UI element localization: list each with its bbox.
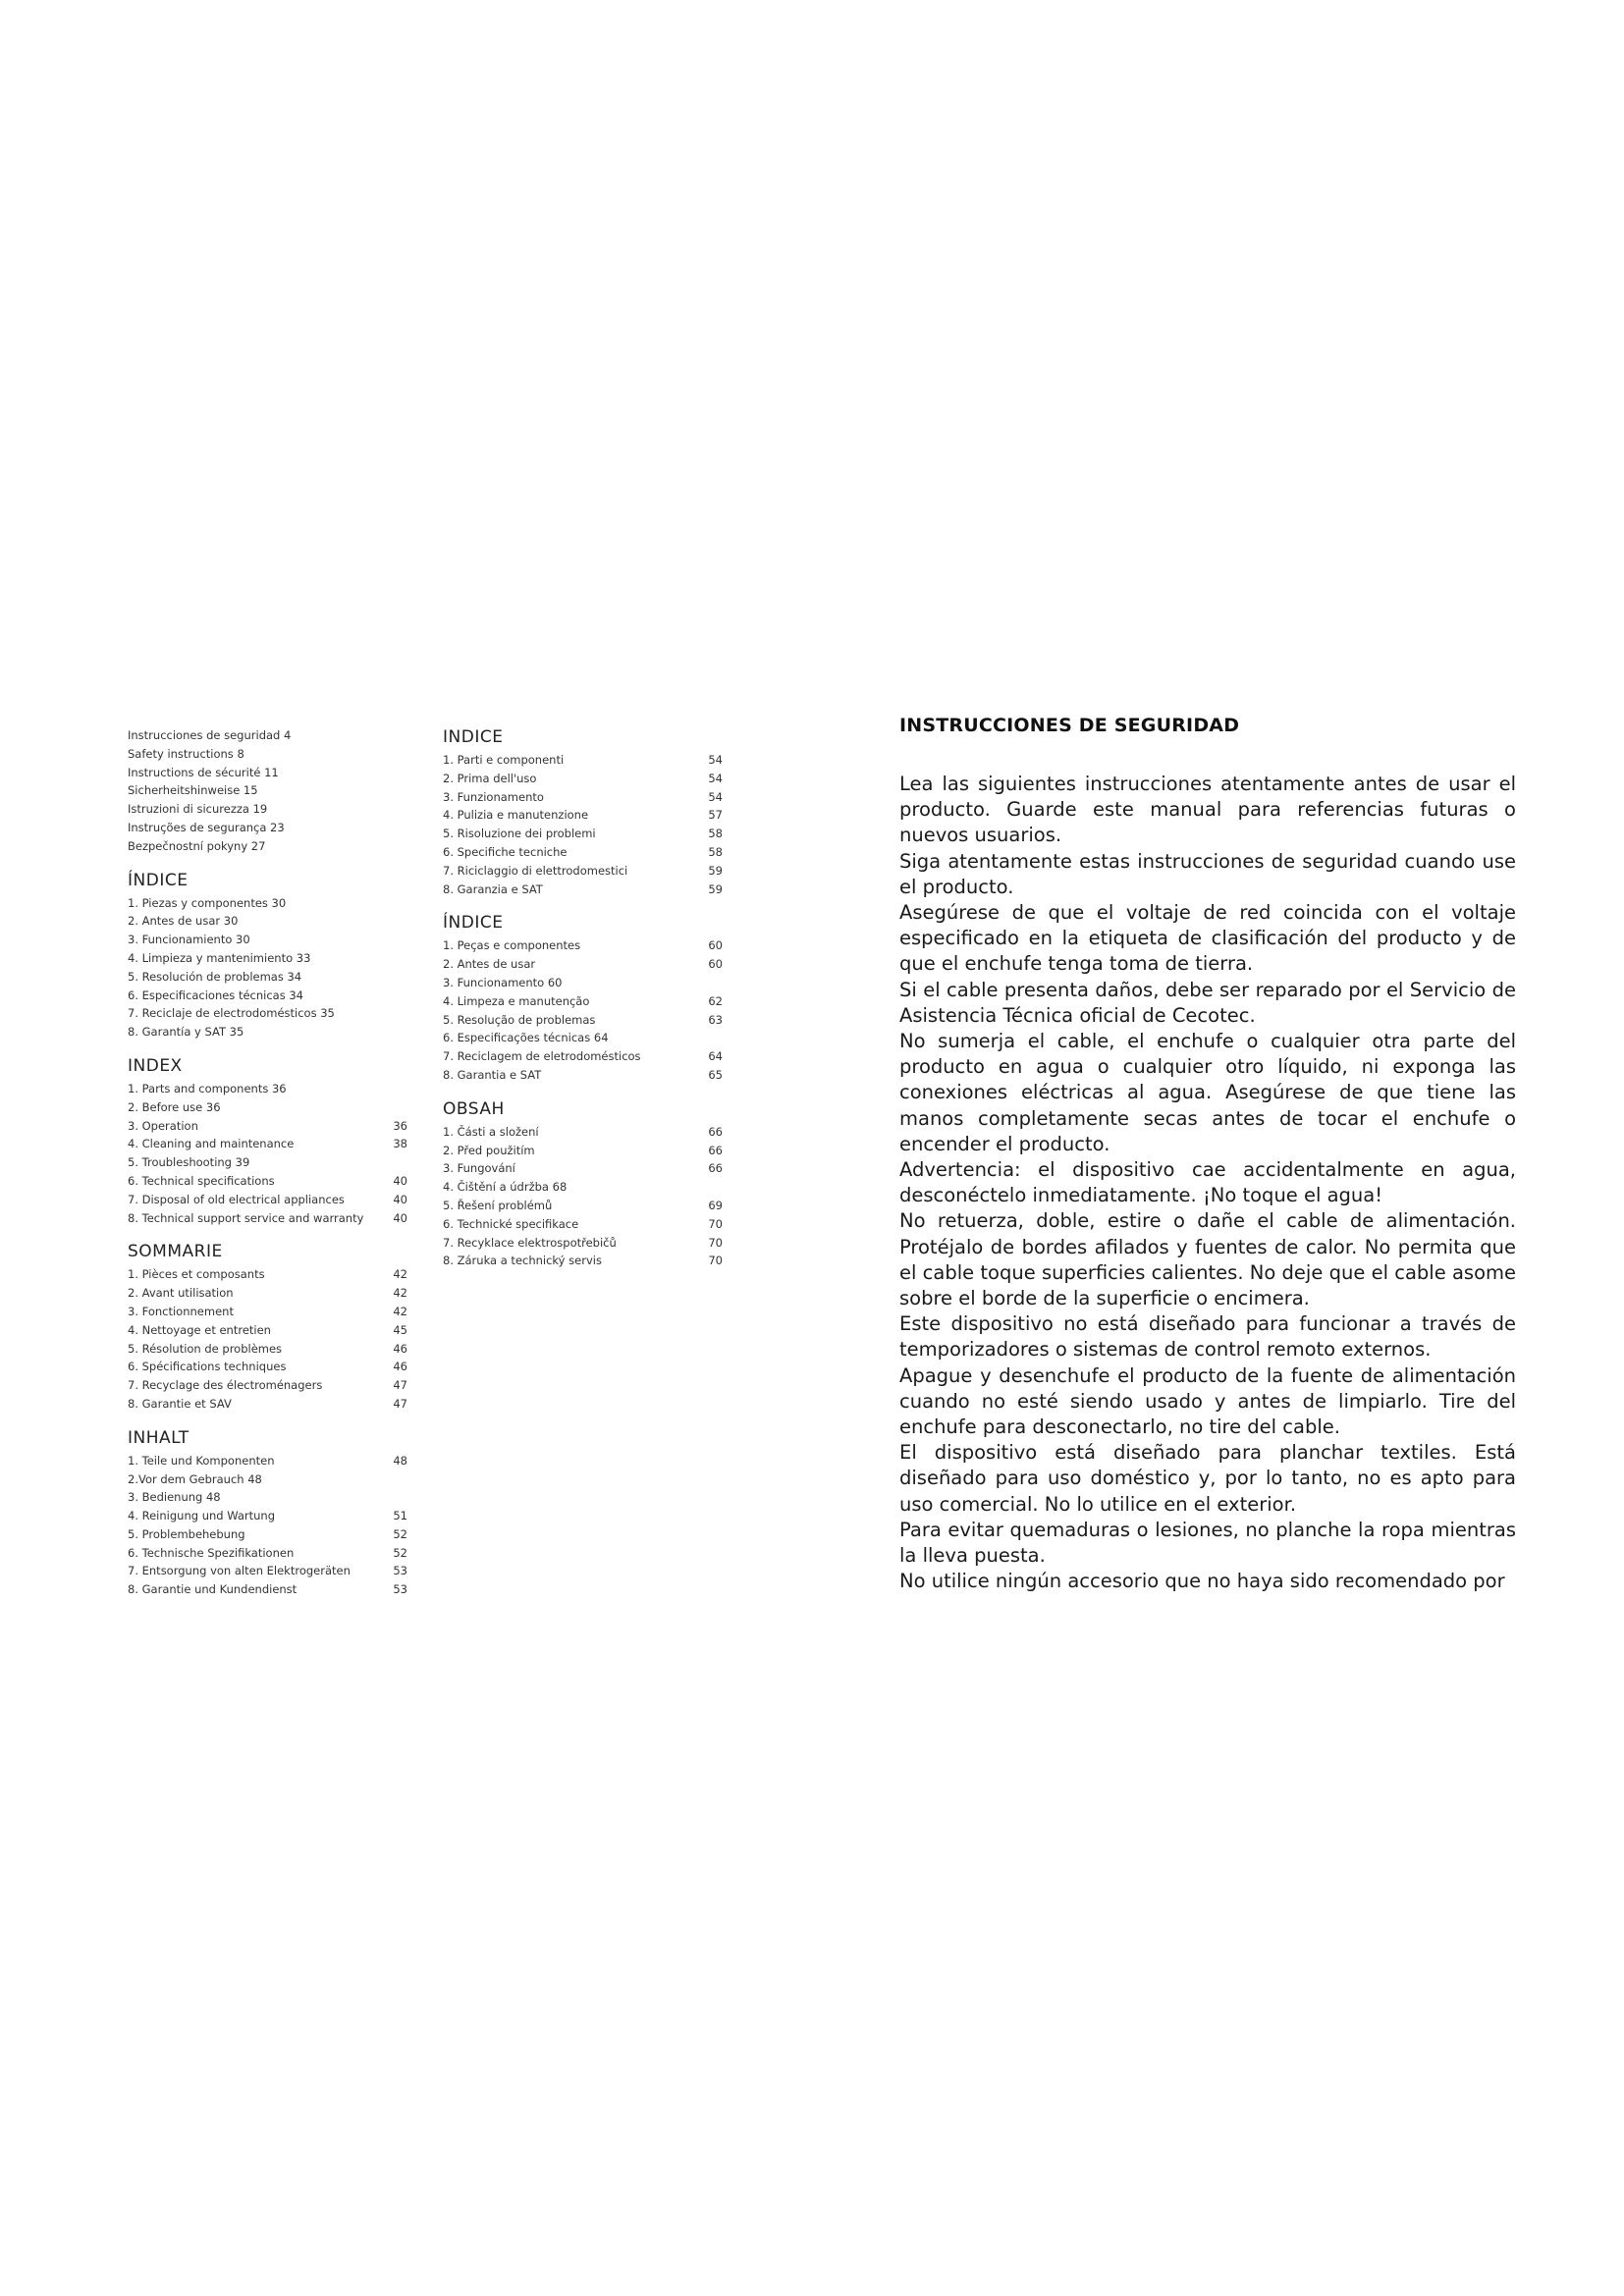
toc-entry-text: 3. Funzionamento	[443, 789, 544, 804]
toc-entry	[443, 1159, 723, 1178]
toc-entry-page: 58	[708, 844, 723, 859]
toc-entry	[128, 1117, 407, 1136]
safety-paragraph: Asegúrese de que el voltaje de red coincida con el voltaje especificado en la etiqueta de clasificación del producto y de que el enchufe tenga toma de tierra.	[899, 901, 1516, 976]
toc-entry-text: 5. Řešení problémů	[443, 1198, 553, 1212]
toc-entry	[443, 992, 723, 1011]
toc-entry	[128, 1172, 407, 1191]
toc-entry	[128, 764, 407, 782]
toc-entry-text: 4. Pulizia e manutenzione	[443, 808, 589, 823]
toc-entry-page: 63	[708, 1012, 723, 1027]
toc-entry-text: 8. Technical support service and warranty	[128, 1210, 364, 1225]
toc-entry-text: Instructions de sécurité 11	[128, 765, 279, 779]
toc-entry-text: Instrucciones de seguridad 4	[128, 728, 292, 742]
toc-entry-text: 5. Resolución de problemas 34	[128, 969, 302, 984]
toc-entry	[443, 1215, 723, 1234]
toc-entry	[443, 843, 723, 862]
toc-entry-page: 60	[708, 938, 723, 953]
toc-entry-text: 8. Garantia e SAT	[443, 1067, 542, 1082]
toc-entry-page: 47	[393, 1396, 407, 1411]
toc-entry	[128, 1488, 407, 1507]
toc-entry-page: 46	[393, 1360, 407, 1374]
toc-entry-text: 6. Technické specifikace	[443, 1216, 579, 1231]
toc-entry-text: 3. Operation	[128, 1118, 198, 1133]
toc-entry	[443, 751, 723, 770]
toc-entry-text: 4. Nettoyage et entretien	[128, 1322, 271, 1337]
toc-entry-page: 53	[393, 1582, 407, 1597]
toc-entry	[128, 837, 407, 856]
toc-entry	[443, 1066, 723, 1085]
toc-entry-page: 60	[708, 957, 723, 972]
toc-entry	[128, 894, 407, 913]
toc-entry-text: 4. Čištění a údržba 68	[443, 1180, 568, 1195]
toc-entry	[443, 974, 723, 992]
toc-entry-text: 1. Parts and components 36	[128, 1081, 287, 1095]
safety-paragraphs	[899, 772, 1516, 1595]
toc-entry-page: 48	[393, 1453, 407, 1468]
toc-entry	[443, 1123, 723, 1142]
toc-entry	[128, 1098, 407, 1117]
toc-entry-page: 51	[393, 1509, 407, 1523]
toc-entry	[443, 770, 723, 788]
toc-entry-page: 42	[393, 1304, 407, 1318]
toc-entry-page: 42	[393, 1267, 407, 1282]
toc-entry-text: 7. Recyclage des électroménagers	[128, 1378, 323, 1393]
toc-entry-page: 62	[708, 993, 723, 1008]
toc-column-right	[443, 726, 723, 1270]
toc-entry	[128, 819, 407, 837]
toc-heading: INHALT	[128, 1427, 189, 1448]
toc-entry	[128, 1562, 407, 1580]
toc-entry-text: 3. Funcionamento 60	[443, 975, 563, 989]
toc-entry-page: 59	[708, 863, 723, 878]
toc-entry-text: 8. Záruka a technický servis	[443, 1254, 602, 1268]
toc-entry-page: 66	[708, 1124, 723, 1139]
toc-entry-text: 6. Technical specifications	[128, 1173, 275, 1188]
toc-entry-text: Istruzioni di sicurezza 19	[128, 802, 268, 817]
toc-heading: SOMMARIE	[128, 1242, 223, 1262]
toc-entry	[443, 1234, 723, 1253]
toc-heading: ÍNDICE	[443, 913, 504, 934]
toc-entry	[128, 1470, 407, 1489]
toc-heading: OBSAH	[443, 1098, 505, 1119]
toc-heading: INDICE	[443, 727, 504, 747]
toc-entry-text: 1. Teile und Komponenten	[128, 1453, 275, 1468]
toc-entry	[128, 1303, 407, 1321]
toc-entry-page: 58	[708, 827, 723, 841]
safety-paragraph: Apague y desenchufe el producto de la fuente de alimentación cuando no esté siendo usado y antes de limpiarlo. Tire del enchufe para desconectarlo, no tire del cable.	[899, 1363, 1516, 1439]
toc-entry-text: 7. Recyklace elektrospotřebičů	[443, 1235, 617, 1250]
safety-paragraph: Advertencia: el dispositivo cae accidentalmente en agua, desconéctelo inmediatamente. ¡No toque el agua!	[899, 1158, 1516, 1207]
toc-entry-text: 5. Problembehebung	[128, 1526, 245, 1541]
toc-entry-text: 8. Garantie und Kundendienst	[128, 1582, 298, 1597]
toc-heading: INDEX	[128, 1055, 183, 1076]
toc-entry-text: 3. Fungování	[443, 1161, 515, 1176]
toc-entry-text: 6. Especificações técnicas 64	[443, 1031, 609, 1045]
toc-entry-text: 1. Peças e componentes	[443, 938, 581, 953]
toc-entry-page: 69	[708, 1198, 723, 1212]
toc-entry-page: 70	[708, 1216, 723, 1231]
toc-entry-text: 2. Avant utilisation	[128, 1286, 234, 1301]
toc-entry	[128, 1507, 407, 1525]
toc-entry-page: 66	[708, 1143, 723, 1157]
toc-entry-text: 6. Specifiche tecniche	[443, 844, 568, 859]
toc-entry-text: 2. Před použitím	[443, 1143, 535, 1157]
toc-entry-text: 8. Garanzia e SAT	[443, 881, 543, 896]
safety-paragraph: No retuerza, doble, estire o dañe el cable de alimentación. Protéjalo de bordes afilados y fuentes de calor. No permita que el cable toque superficies calientes. No deje que el cable asome sobre el borde de la superficie o encimera.	[899, 1209, 1516, 1310]
toc-entry	[443, 1047, 723, 1066]
toc-entry-text: 6. Especificaciones técnicas 34	[128, 988, 303, 1002]
toc-entry-text: 1. Parti e componenti	[443, 753, 565, 767]
toc-entry-text: 4. Limpeza e manutenção	[443, 993, 590, 1008]
safety-title: INSTRUCCIONES DE SEGURIDAD	[899, 715, 1240, 736]
toc-entry-page: 52	[393, 1526, 407, 1541]
safety-paragraph: Siga atentamente estas instrucciones de seguridad cuando use el producto.	[899, 849, 1516, 898]
safety-paragraph: Este dispositivo no está diseñado para funcionar a través de temporizadores o sistemas de control remoto externos.	[899, 1312, 1516, 1362]
toc-entry	[128, 987, 407, 1005]
toc-entry	[128, 1525, 407, 1544]
toc-entry-text: Safety instructions 8	[128, 746, 244, 761]
toc-entry	[443, 825, 723, 843]
toc-entry	[128, 1376, 407, 1395]
safety-section	[899, 715, 1516, 1595]
toc-entry-page: 40	[393, 1210, 407, 1225]
toc-entry	[443, 936, 723, 955]
toc-entry-text: 2. Antes de usar	[443, 957, 536, 972]
toc-entry-page: 57	[708, 808, 723, 823]
toc-entry	[128, 1080, 407, 1098]
toc-entry-page: 36	[393, 1118, 407, 1133]
toc-entry-text: 7. Disposal of old electrical appliances	[128, 1192, 345, 1206]
toc-entry-text: 1. Části a složení	[443, 1124, 539, 1139]
toc-entry-text: 6. Technische Spezifikationen	[128, 1545, 295, 1560]
toc-entry	[128, 1395, 407, 1414]
toc-entry-text: 5. Résolution de problèmes	[128, 1341, 283, 1356]
toc-entry	[128, 912, 407, 931]
toc-entry-page: 40	[393, 1173, 407, 1188]
toc-entry-page: 40	[393, 1192, 407, 1206]
toc-entry-text: 2. Antes de usar 30	[128, 914, 239, 929]
toc-entry	[128, 1153, 407, 1172]
toc-entry-text: 4. Cleaning and maintenance	[128, 1137, 295, 1151]
toc-entry-text: 3. Funcionamiento 30	[128, 933, 250, 947]
toc-entry	[128, 949, 407, 968]
toc-entry-text: 7. Entsorgung von alten Elektrogeräten	[128, 1564, 351, 1578]
toc-entry-page: 65	[708, 1067, 723, 1082]
intro-list	[128, 726, 407, 856]
toc-entry-text: 1. Pièces et composants	[128, 1267, 265, 1282]
toc-entry-page: 54	[708, 753, 723, 767]
toc-entry-text: 2. Before use 36	[128, 1099, 221, 1114]
toc-entry-text: 7. Riciclaggio di elettrodomestici	[443, 863, 628, 878]
toc-entry-page: 42	[393, 1286, 407, 1301]
toc-entry-text: 1. Piezas y componentes 30	[128, 895, 287, 910]
toc-entry-text: 2.Vor dem Gebrauch 48	[128, 1471, 262, 1486]
toc-entry-page: 64	[708, 1049, 723, 1064]
toc-entry	[443, 1011, 723, 1030]
toc-entry	[128, 1544, 407, 1563]
toc-entry	[443, 806, 723, 825]
toc-entry-text: 2. Prima dell'uso	[443, 771, 537, 785]
toc-entry	[128, 1284, 407, 1303]
toc-entry	[128, 1340, 407, 1359]
safety-paragraph: El dispositivo está diseñado para planchar textiles. Está diseñado para uso doméstico y, por lo tanto, no es apto para uso comercial. No lo utilice en el exterior.	[899, 1441, 1516, 1516]
toc-entry-page: 70	[708, 1235, 723, 1250]
toc-entry	[128, 1023, 407, 1041]
toc-entry-text: 6. Spécifications techniques	[128, 1360, 287, 1374]
toc-entry-text: Instruções de segurança 23	[128, 820, 285, 834]
toc-entry	[128, 745, 407, 764]
toc-entry-page: 46	[393, 1341, 407, 1356]
toc-entry	[443, 1142, 723, 1160]
toc-entry-page: 47	[393, 1378, 407, 1393]
toc-entry-text: 5. Resolução de problemas	[443, 1012, 596, 1027]
toc-entry-text: 5. Troubleshooting 39	[128, 1155, 250, 1170]
toc-entry	[128, 800, 407, 819]
safety-paragraph: Lea las siguientes instrucciones atentamente antes de usar el producto. Guarde este manual para referencias futuras o nuevos usuarios.	[899, 773, 1516, 847]
toc-entry-text: 8. Garantie et SAV	[128, 1396, 232, 1411]
toc-entry	[128, 968, 407, 987]
safety-paragraph: Si el cable presenta daños, debe ser reparado por el Servicio de Asistencia Técnica oficial de Cecotec.	[899, 978, 1516, 1027]
safety-paragraph: No sumerja el cable, el enchufe o cualquier otra parte del producto en agua o cualquier otro líquido, ni exponga las conexiones eléctricas al agua. Asegúrese de que tiene las manos completamente secas antes de tocar el enchufe o encender el producto.	[899, 1030, 1516, 1155]
toc-entry	[128, 1321, 407, 1340]
toc-entry	[443, 862, 723, 881]
toc-column-left	[128, 726, 407, 1599]
toc-entry-text: 7. Reciclagem de eletrodomésticos	[443, 1049, 641, 1064]
toc-entry-page: 70	[708, 1254, 723, 1268]
toc-entry	[443, 1029, 723, 1047]
toc-entry	[443, 955, 723, 974]
toc-entry	[128, 1191, 407, 1209]
toc-entry	[128, 1580, 407, 1599]
toc-entry-page: 45	[393, 1322, 407, 1337]
toc-entry	[128, 1209, 407, 1228]
toc-entry	[443, 1252, 723, 1270]
toc-entry-text: 4. Limpieza y mantenimiento 33	[128, 950, 311, 965]
toc-entry	[128, 1004, 407, 1023]
toc-entry-page: 54	[708, 771, 723, 785]
toc-entry-page: 52	[393, 1545, 407, 1560]
toc-entry-text: 3. Bedienung 48	[128, 1490, 221, 1505]
toc-entry-text: 5. Risoluzione dei problemi	[443, 827, 596, 841]
toc-entry	[443, 881, 723, 899]
toc-entry	[128, 931, 407, 949]
safety-paragraph: No utilice ningún accesorio que no haya sido recomendado por	[899, 1570, 1505, 1593]
safety-paragraph: Para evitar quemaduras o lesiones, no planche la ropa mientras la lleva puesta.	[899, 1518, 1516, 1568]
toc-entry-text: 4. Reinigung und Wartung	[128, 1509, 276, 1523]
toc-entry-page: 66	[708, 1161, 723, 1176]
toc-entry	[128, 1265, 407, 1284]
toc-entry-text: 3. Fonctionnement	[128, 1304, 234, 1318]
toc-entry	[443, 1178, 723, 1197]
toc-entry-page: 59	[708, 881, 723, 896]
toc-entry	[443, 1197, 723, 1215]
toc-entry	[128, 1452, 407, 1470]
toc-entry	[128, 1135, 407, 1153]
toc-entry-text: 7. Reciclaje de electrodomésticos 35	[128, 1006, 335, 1021]
toc-entry-text: 8. Garantía y SAT 35	[128, 1025, 244, 1040]
toc-entry-page: 53	[393, 1564, 407, 1578]
toc-entry-page: 54	[708, 789, 723, 804]
toc-entry	[128, 1358, 407, 1376]
toc-entry	[128, 781, 407, 800]
toc-entry-page: 38	[393, 1137, 407, 1151]
toc-entry	[443, 788, 723, 807]
toc-entry-text: Bezpečnostní pokyny 27	[128, 838, 266, 853]
toc-entry-text: Sicherheitshinweise 15	[128, 783, 258, 798]
toc-heading: ÍNDICE	[128, 870, 189, 890]
toc-entry	[128, 726, 407, 745]
